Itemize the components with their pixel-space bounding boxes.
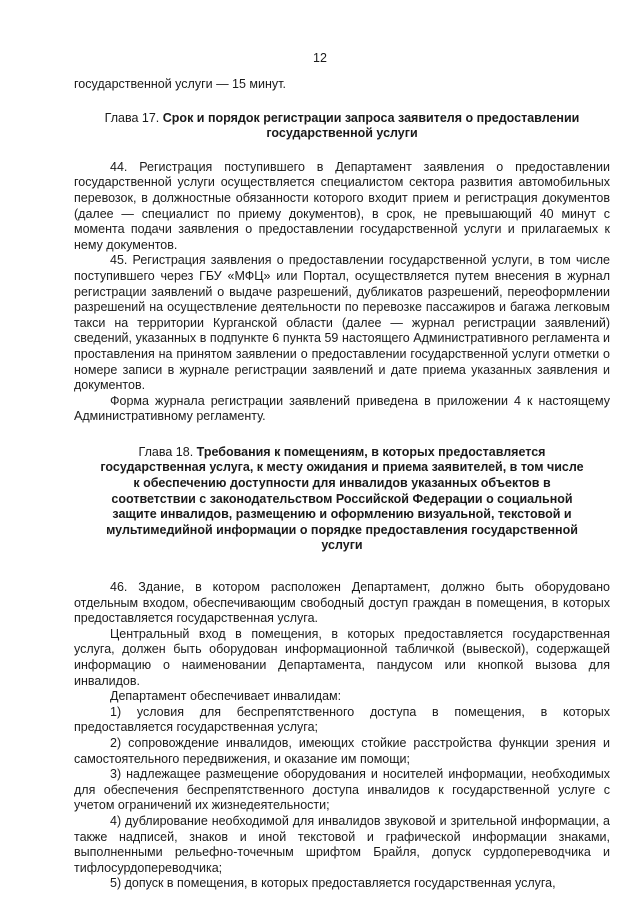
list-item-4: 4) дублирование необходимой для инвалидов звуковой и зрительной информации, а также надписей, знаков и иной текстовой и графической информации знаками, выполненными рельефно-точечным шрифтом Брайля, допуск сурдопереводчика и тифлосурдопереводчика; — [74, 813, 610, 875]
paragraph-intro: государственной услуги — 15 минут. — [74, 77, 286, 91]
list-item-2: 2) сопровождение инвалидов, имеющих стойкие расстройства функции зрения и самостоятельного передвижения, и оказание им помощи; — [74, 735, 610, 766]
chapter-18-prefix: Глава 18. — [138, 444, 194, 459]
chapter-18-title: Требования к помещениям, в которых предоставляется государственная услуга, к месту ожидания и приема заявителей, в том числе к обеспечению доступности для инвалидов указанных объектов в соответствии с законодательством Российской Федерации о социальной защите инвалидов, размещению и оформлению визуальной, текстовой и мультимедийной информации о порядке предоставления государственной услуги — [100, 444, 584, 553]
list-item-3: 3) надлежащее размещение оборудования и носителей информации, необходимых для обеспечения беспрепятственного доступа инвалидов к государственной услуге с учетом ограничений их жизнедеятельности; — [74, 767, 610, 813]
paragraph-46: 46. Здание, в котором расположен Департамент, должно быть оборудовано отдельным входом, обеспечивающим свободный доступ граждан в помещения, в которых предоставляется государственная услуга. — [74, 580, 610, 626]
chapter-17-title: Срок и порядок регистрации запроса заявителя о предоставлении государственной услуги — [162, 110, 580, 141]
chapter-18-heading — [98, 445, 586, 554]
page-content — [74, 77, 610, 892]
chapter-17-prefix: Глава 17. — [104, 110, 160, 125]
paragraph-46-provides: Департамент обеспечивает инвалидам: — [110, 689, 342, 704]
paragraph-45: 45. Регистрация заявления о предоставлении государственной услуги, в том числе поступившего через ГБУ «МФЦ» или Портал, осуществляется путем внесения в журнал регистрации заявлений о выдаче разрешений, дубликатов разрешений, переоформлении разрешений на осуществление деятельности по перевозке пассажиров и багажа легковым такси на территории Курганской области (далее — журнал регистрации заявлений) сведений, указанных в подпункте 6 пункта 59 настоящего Административного регламента и проставления на принятом заявлении о предоставлении государственной услуги отметки о номере записи в журнале регистрации заявлений и дате приема указанных заявления и документов. — [74, 253, 610, 393]
list-item-5: 5) допуск в помещения, в которых предоставляется государственная услуга, — [110, 876, 556, 891]
list-item-1: 1) условия для беспрепятственного доступа в помещения, в которых предоставляется государственная услуга; — [74, 704, 610, 735]
paragraph-46-entrance: Центральный вход в помещения, в которых предоставляется государственная услуга, должен быть оборудован информационной табличкой (вывеской), содержащей информацию о наименовании Департамента, пандусом или кнопкой вызова для инвалидов. — [74, 626, 610, 688]
paragraph-45-form: Форма журнала регистрации заявлений приведена в приложении 4 к настоящему Административному регламенту. — [74, 393, 610, 424]
paragraph-44: 44. Регистрация поступившего в Департамент заявления о предоставлении государственной услуги осуществляется специалистом сектора развития автомобильных перевозок, в должностные обязанности которого входит прием и регистрация документов (далее — специалист по приему документов), в срок, не превышающий 40 минут с момента подачи заявления о предоставлении государственной услуги и прилагаемых к нему документов. — [74, 159, 610, 252]
chapter-17-heading — [98, 111, 586, 142]
page-number: 12 — [313, 51, 327, 65]
